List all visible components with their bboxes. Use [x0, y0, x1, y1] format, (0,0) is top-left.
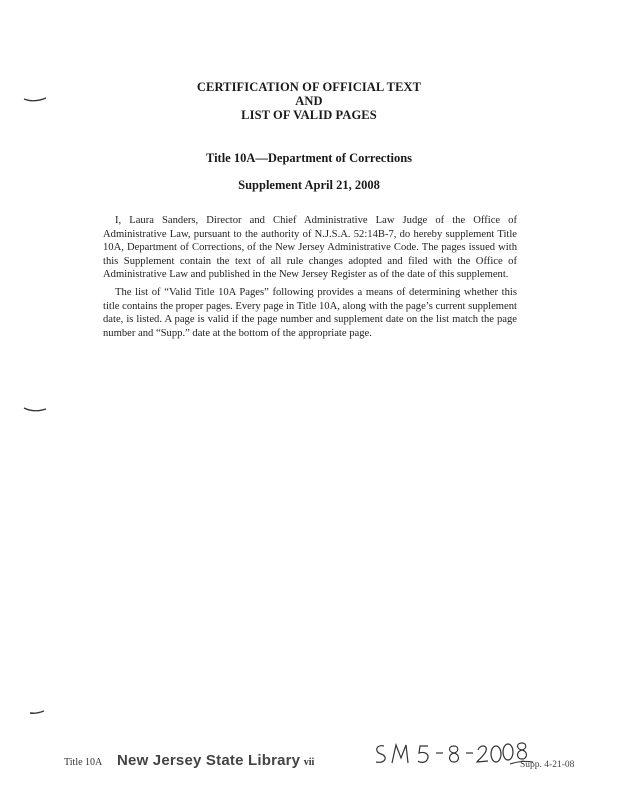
margin-scan-mark	[22, 405, 52, 415]
footer-title: Title 10A	[64, 757, 103, 768]
title-line: Title 10A—Department of Corrections	[205, 151, 413, 165]
paragraph-certification: I, Laura Sanders, Director and Chief Administrative Law Judge of the Office of Administrative Law, pursuant to the authority of N.J.S.A. 52:14B-7, do hereby supplement Title 10A, Department of Corrections, of the New Jersey Administrative Code. The pages issued with this Supplement contain the text of all rule changes adopted and filed with the Office of Administrative Law and published in the New Jersey Register as of the date of this supplement.	[103, 215, 517, 281]
library-stamp: New Jersey State Library	[117, 752, 301, 769]
supplement-date-line: Supplement April 21, 2008	[238, 178, 380, 192]
margin-scan-mark	[22, 708, 52, 718]
certification-heading	[0, 80, 618, 122]
page-number: vii	[303, 757, 315, 768]
heading-line-3: LIST OF VALID PAGES	[241, 108, 377, 122]
margin-scan-mark	[22, 95, 52, 105]
paragraph-valid-pages: The list of “Valid Title 10A Pages” following provides a means of determining whether this title contains the proper pages. Every page in Title 10A, along with the page’s current supplement date, is listed. A page is valid if the page number and supplement date on the list match the page number and “Supp.” date at the bottom of the appropriate page.	[103, 287, 517, 339]
heading-line-2: AND	[295, 94, 323, 108]
supplement-date-footer: Supp. 4-21-08	[520, 760, 575, 770]
heading-line-1: CERTIFICATION OF OFFICIAL TEXT	[196, 80, 422, 94]
handwritten-date-signature	[370, 738, 535, 772]
